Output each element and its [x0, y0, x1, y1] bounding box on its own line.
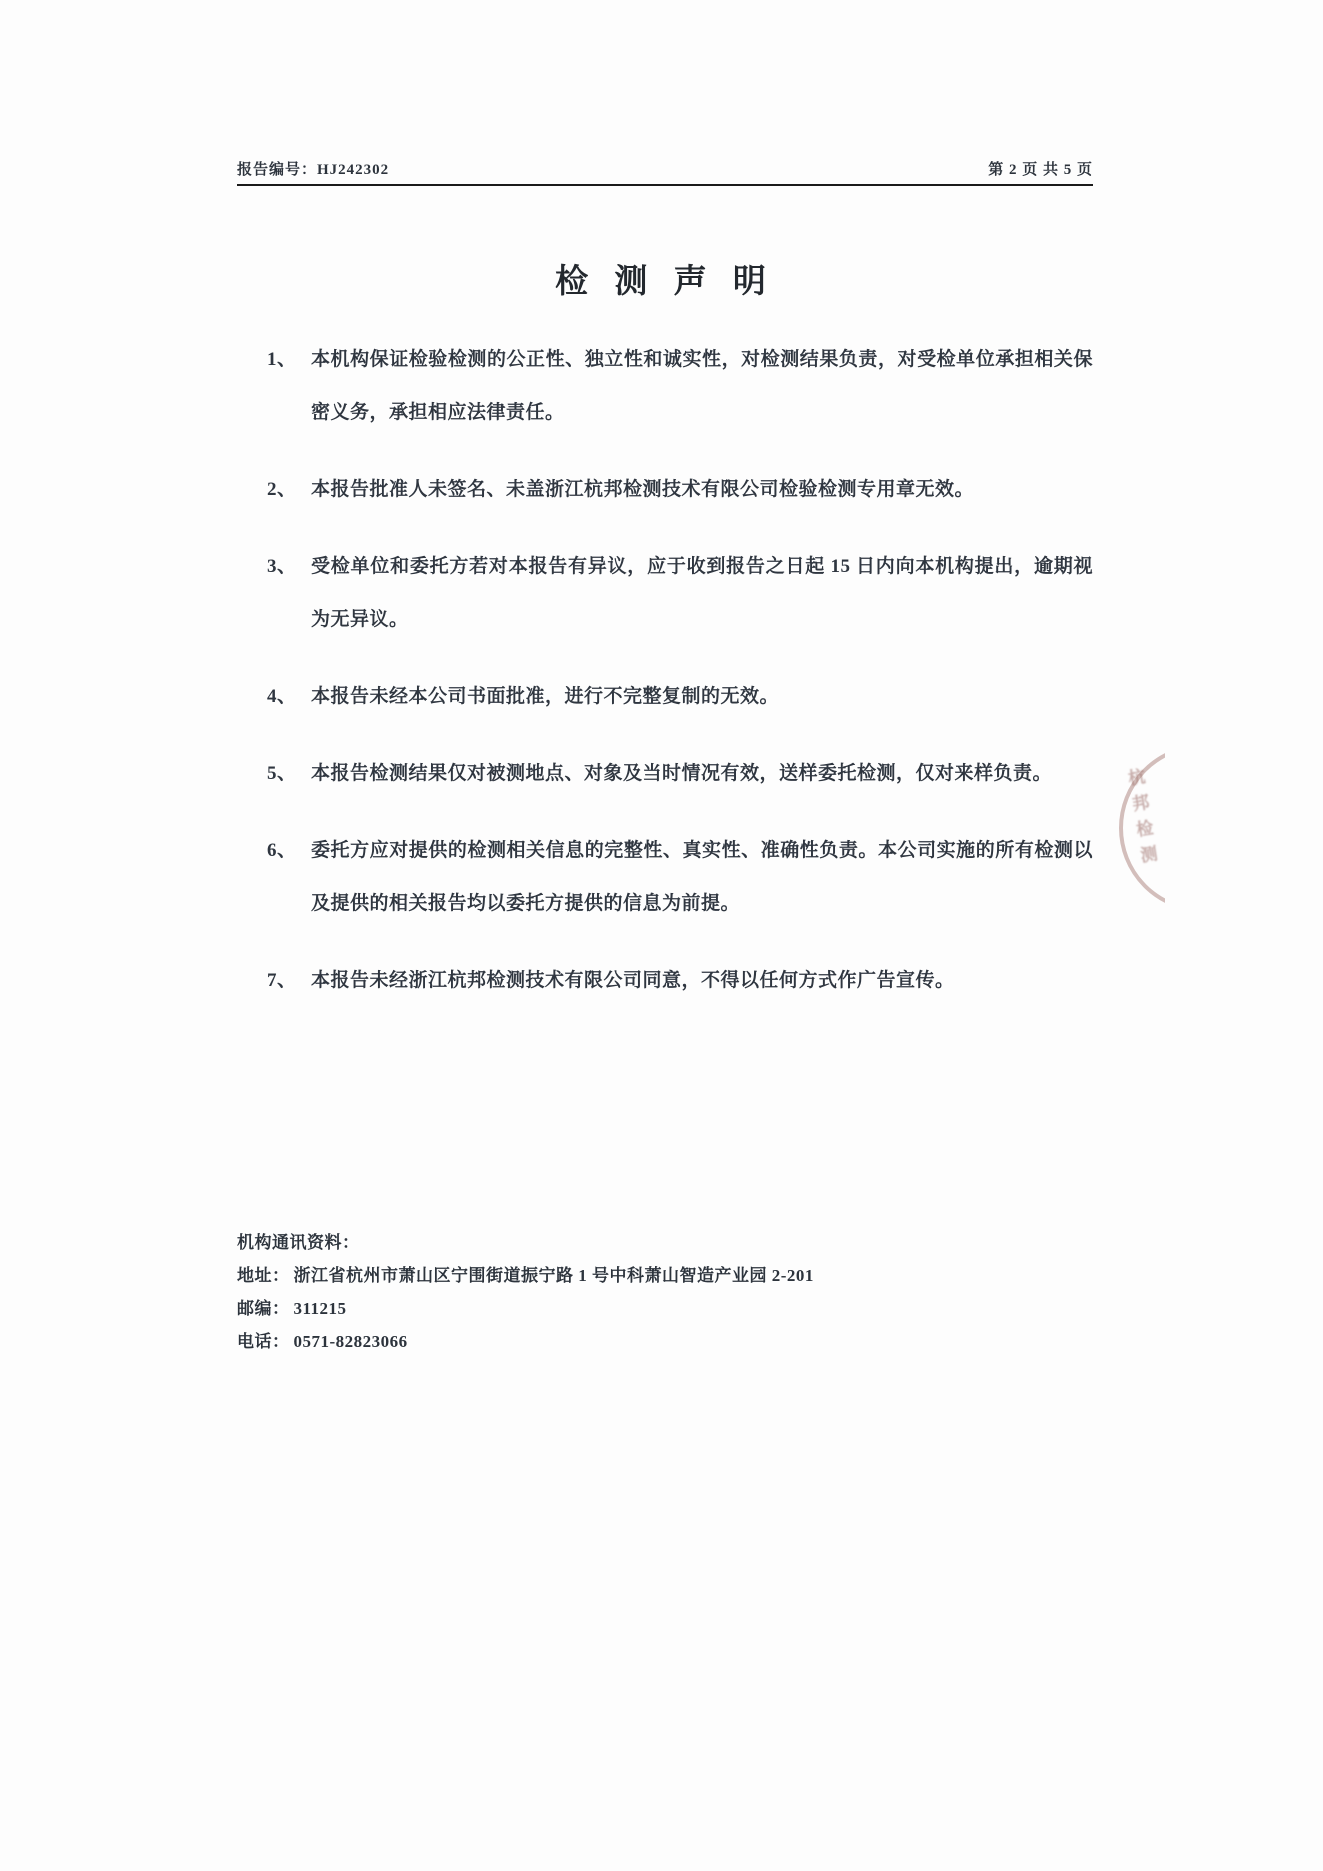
- address-value: 浙江省杭州市萧山区宁围街道振宁路 1 号中科萧山智造产业园 2-201: [293, 1266, 814, 1285]
- statement-number: 4、: [267, 686, 297, 707]
- header-divider: [237, 184, 1093, 186]
- seal-glyphs: 杭邦检测: [1123, 767, 1160, 873]
- page-title: 检 测 声 明: [555, 264, 775, 300]
- seal-ring: [1119, 744, 1165, 912]
- statement-text: 本报告检测结果仅对被测地点、对象及当时情况有效，送样委托检测，仅对来样负责。: [311, 763, 1053, 784]
- statement-item: [237, 670, 1093, 723]
- statement-number: 7、: [267, 970, 297, 991]
- statement-item: [237, 463, 1093, 516]
- contact-address: [237, 1259, 1093, 1292]
- address-label: 地址：: [237, 1266, 290, 1285]
- contact-phone: [237, 1325, 1093, 1358]
- zip-label: 邮编：: [237, 1299, 290, 1318]
- statement-number: 3、: [267, 556, 297, 577]
- statement-text: 委托方应对提供的检测相关信息的完整性、真实性、准确性负责。本公司实施的所有检测以及提供的相关报告均以委托方提供的信息为前提。: [311, 840, 1093, 914]
- report-number: [237, 158, 389, 179]
- statement-item: [237, 747, 1093, 800]
- page-header: [237, 158, 1093, 179]
- statement-text: 受检单位和委托方若对本报告有异议，应于收到报告之日起 15 日内向本机构提出，逾期视为无异议。: [311, 556, 1093, 630]
- contact-zip: [237, 1292, 1093, 1325]
- statement-number: 2、: [267, 479, 297, 500]
- statement-item: [237, 954, 1093, 1007]
- statement-item: [237, 540, 1093, 646]
- report-number-label: 报告编号：: [237, 162, 318, 178]
- statement-text: 本报告未经本公司书面批准，进行不完整复制的无效。: [311, 686, 780, 707]
- partial-seal-stamp-icon: [1117, 742, 1165, 918]
- statement-number: 1、: [267, 349, 297, 370]
- phone-value: 0571-82823066: [293, 1332, 408, 1351]
- statement-text: 本报告批准人未签名、未盖浙江杭邦检测技术有限公司检验检测专用章无效。: [311, 479, 975, 500]
- contact-info-block: [237, 1226, 1093, 1358]
- statement-item: [237, 824, 1093, 930]
- statement-item: [237, 333, 1093, 439]
- statement-text: 本机构保证检验检测的公正性、独立性和诚实性，对检测结果负责，对受检单位承担相关保密义务，承担相应法律责任。: [311, 349, 1093, 423]
- statement-number: 5、: [267, 763, 297, 784]
- statement-number: 6、: [267, 840, 297, 861]
- phone-label: 电话：: [237, 1332, 290, 1351]
- zip-value: 311215: [293, 1299, 347, 1318]
- statement-text: 本报告未经浙江杭邦检测技术有限公司同意，不得以任何方式作广告宣传。: [311, 970, 955, 991]
- statement-list: [237, 333, 1093, 1031]
- page-indicator: 第 2 页 共 5 页: [988, 162, 1093, 178]
- contact-heading: 机构通讯资料：: [237, 1233, 360, 1252]
- report-number-value: HJ242302: [317, 162, 390, 178]
